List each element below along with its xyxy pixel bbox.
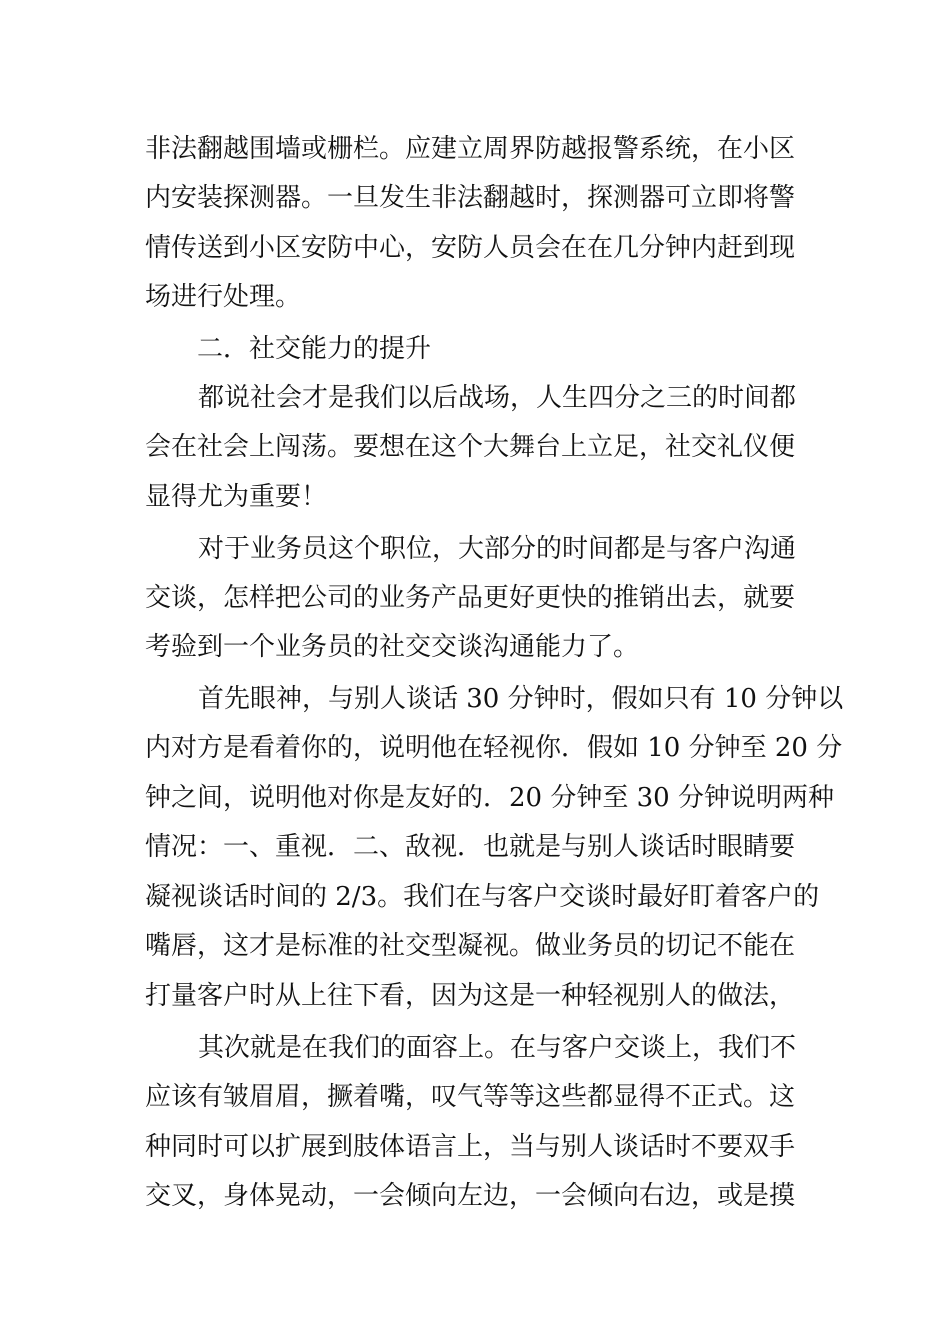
- text-line: 应该有皱眉眉，撅着嘴，叹气等等这些都显得不正式。这: [145, 1082, 796, 1112]
- text-line: 内对方是看着你的，说明他在轻视你．假如 10 分钟至 20 分: [145, 733, 843, 763]
- section-heading: 二．社交能力的提升: [197, 334, 432, 364]
- text-line: 情传送到小区安防中心，安防人员会在在几分钟内赶到现: [145, 233, 796, 263]
- text-line: 显得尤为重要！: [145, 482, 328, 512]
- text-line: 内安装探测器。一旦发生非法翻越时，探测器可立即将警: [145, 183, 796, 213]
- text-line: 其次就是在我们的面容上。在与客户交谈上，我们不: [198, 1033, 797, 1063]
- text-line: 场进行处理。: [145, 282, 302, 312]
- text-line: 非法翻越围墙或栅栏。应建立周界防越报警系统，在小区: [145, 134, 796, 164]
- text-line: 钟之间，说明他对你是友好的．20 分钟至 30 分钟说明两种: [145, 783, 834, 813]
- text-line: 交叉，身体晃动，一会倾向左边，一会倾向右边，或是摸: [145, 1181, 796, 1211]
- text-line: 考验到一个业务员的社交交谈沟通能力了。: [145, 632, 640, 662]
- text-line: 对于业务员这个职位，大部分的时间都是与客户沟通: [198, 534, 797, 564]
- text-line: 打量客户时从上往下看，因为这是一种轻视别人的做法，: [145, 981, 796, 1011]
- text-line: 都说社会才是我们以后战场，人生四分之三的时间都: [198, 383, 797, 413]
- text-line: 凝视谈话时间的 2/3。我们在与客户交谈时最好盯着客户的: [145, 882, 820, 912]
- text-line: 首先眼神，与别人谈话 30 分钟时，假如只有 10 分钟以: [198, 684, 844, 714]
- text-line: 种同时可以扩展到肢体语言上，当与别人谈话时不要双手: [145, 1132, 796, 1162]
- text-line: 情况：一、重视．二、敌视．也就是与别人谈话时眼睛要: [145, 832, 796, 862]
- text-line: 会在社会上闯荡。要想在这个大舞台上立足，社交礼仪便: [145, 432, 796, 462]
- text-line: 嘴唇，这才是标准的社交型凝视。做业务员的切记不能在: [145, 931, 796, 961]
- text-line: 交谈，怎样把公司的业务产品更好更快的推销出去，就要: [145, 583, 796, 613]
